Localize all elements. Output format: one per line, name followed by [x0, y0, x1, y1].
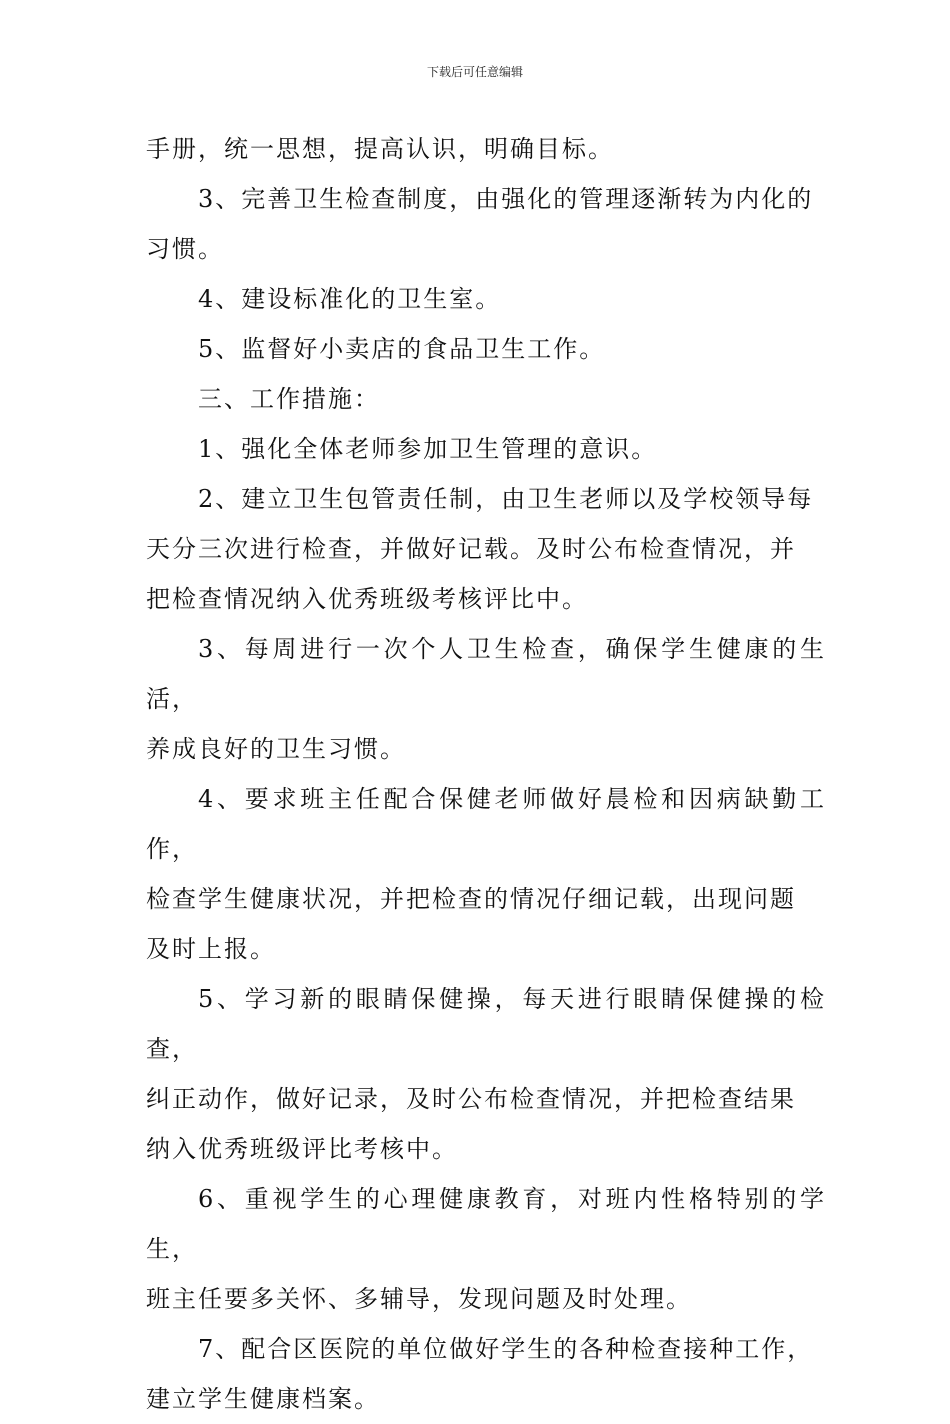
paragraph-1: 手册，统一思想，提高认识，明确目标。 [146, 135, 614, 163]
paragraph-4: 5、监督好小卖店的食品卫生工作。 [198, 335, 606, 363]
document-body [146, 124, 826, 1424]
paragraph-12: 7、配合区医院的单位做好学生的各种检查接种工作， 建立学生健康档案。 [146, 1335, 814, 1413]
paragraph-10: 5、学习新的眼睛保健操，每天进行眼睛保健操的检查， 纠正动作，做好记录，及时公布检查情况，并把检查结果 纳入优秀班级评比考核中。 [146, 985, 826, 1163]
paragraph-11: 6、重视学生的心理健康教育，对班内性格特别的学生， 班主任要多关怀、多辅导，发现问题及时处理。 [146, 1185, 826, 1313]
section-heading-measures: 三、工作措施： [198, 385, 380, 413]
page-header-note: 下载后可任意编辑 [426, 65, 523, 79]
paragraph-9: 4、要求班主任配合保健老师做好晨检和因病缺勤工作， 检查学生健康状况，并把检查的情况仔细记载，出现问题 及时上报。 [146, 785, 826, 963]
paragraph-7: 2、建立卫生包管责任制，由卫生老师以及学校领导每 天分三次进行检查，并做好记载。及时公布检查情况，并 把检查情况纳入优秀班级考核评比中。 [146, 485, 814, 613]
paragraph-3: 4、建设标准化的卫生室。 [198, 285, 502, 313]
paragraph-6: 1、强化全体老师参加卫生管理的意识。 [198, 435, 658, 463]
paragraph-8: 3、每周进行一次个人卫生检查，确保学生健康的生活， 养成良好的卫生习惯。 [146, 635, 826, 763]
paragraph-2: 3、完善卫生检查制度，由强化的管理逐渐转为内化的 习惯。 [146, 185, 814, 263]
